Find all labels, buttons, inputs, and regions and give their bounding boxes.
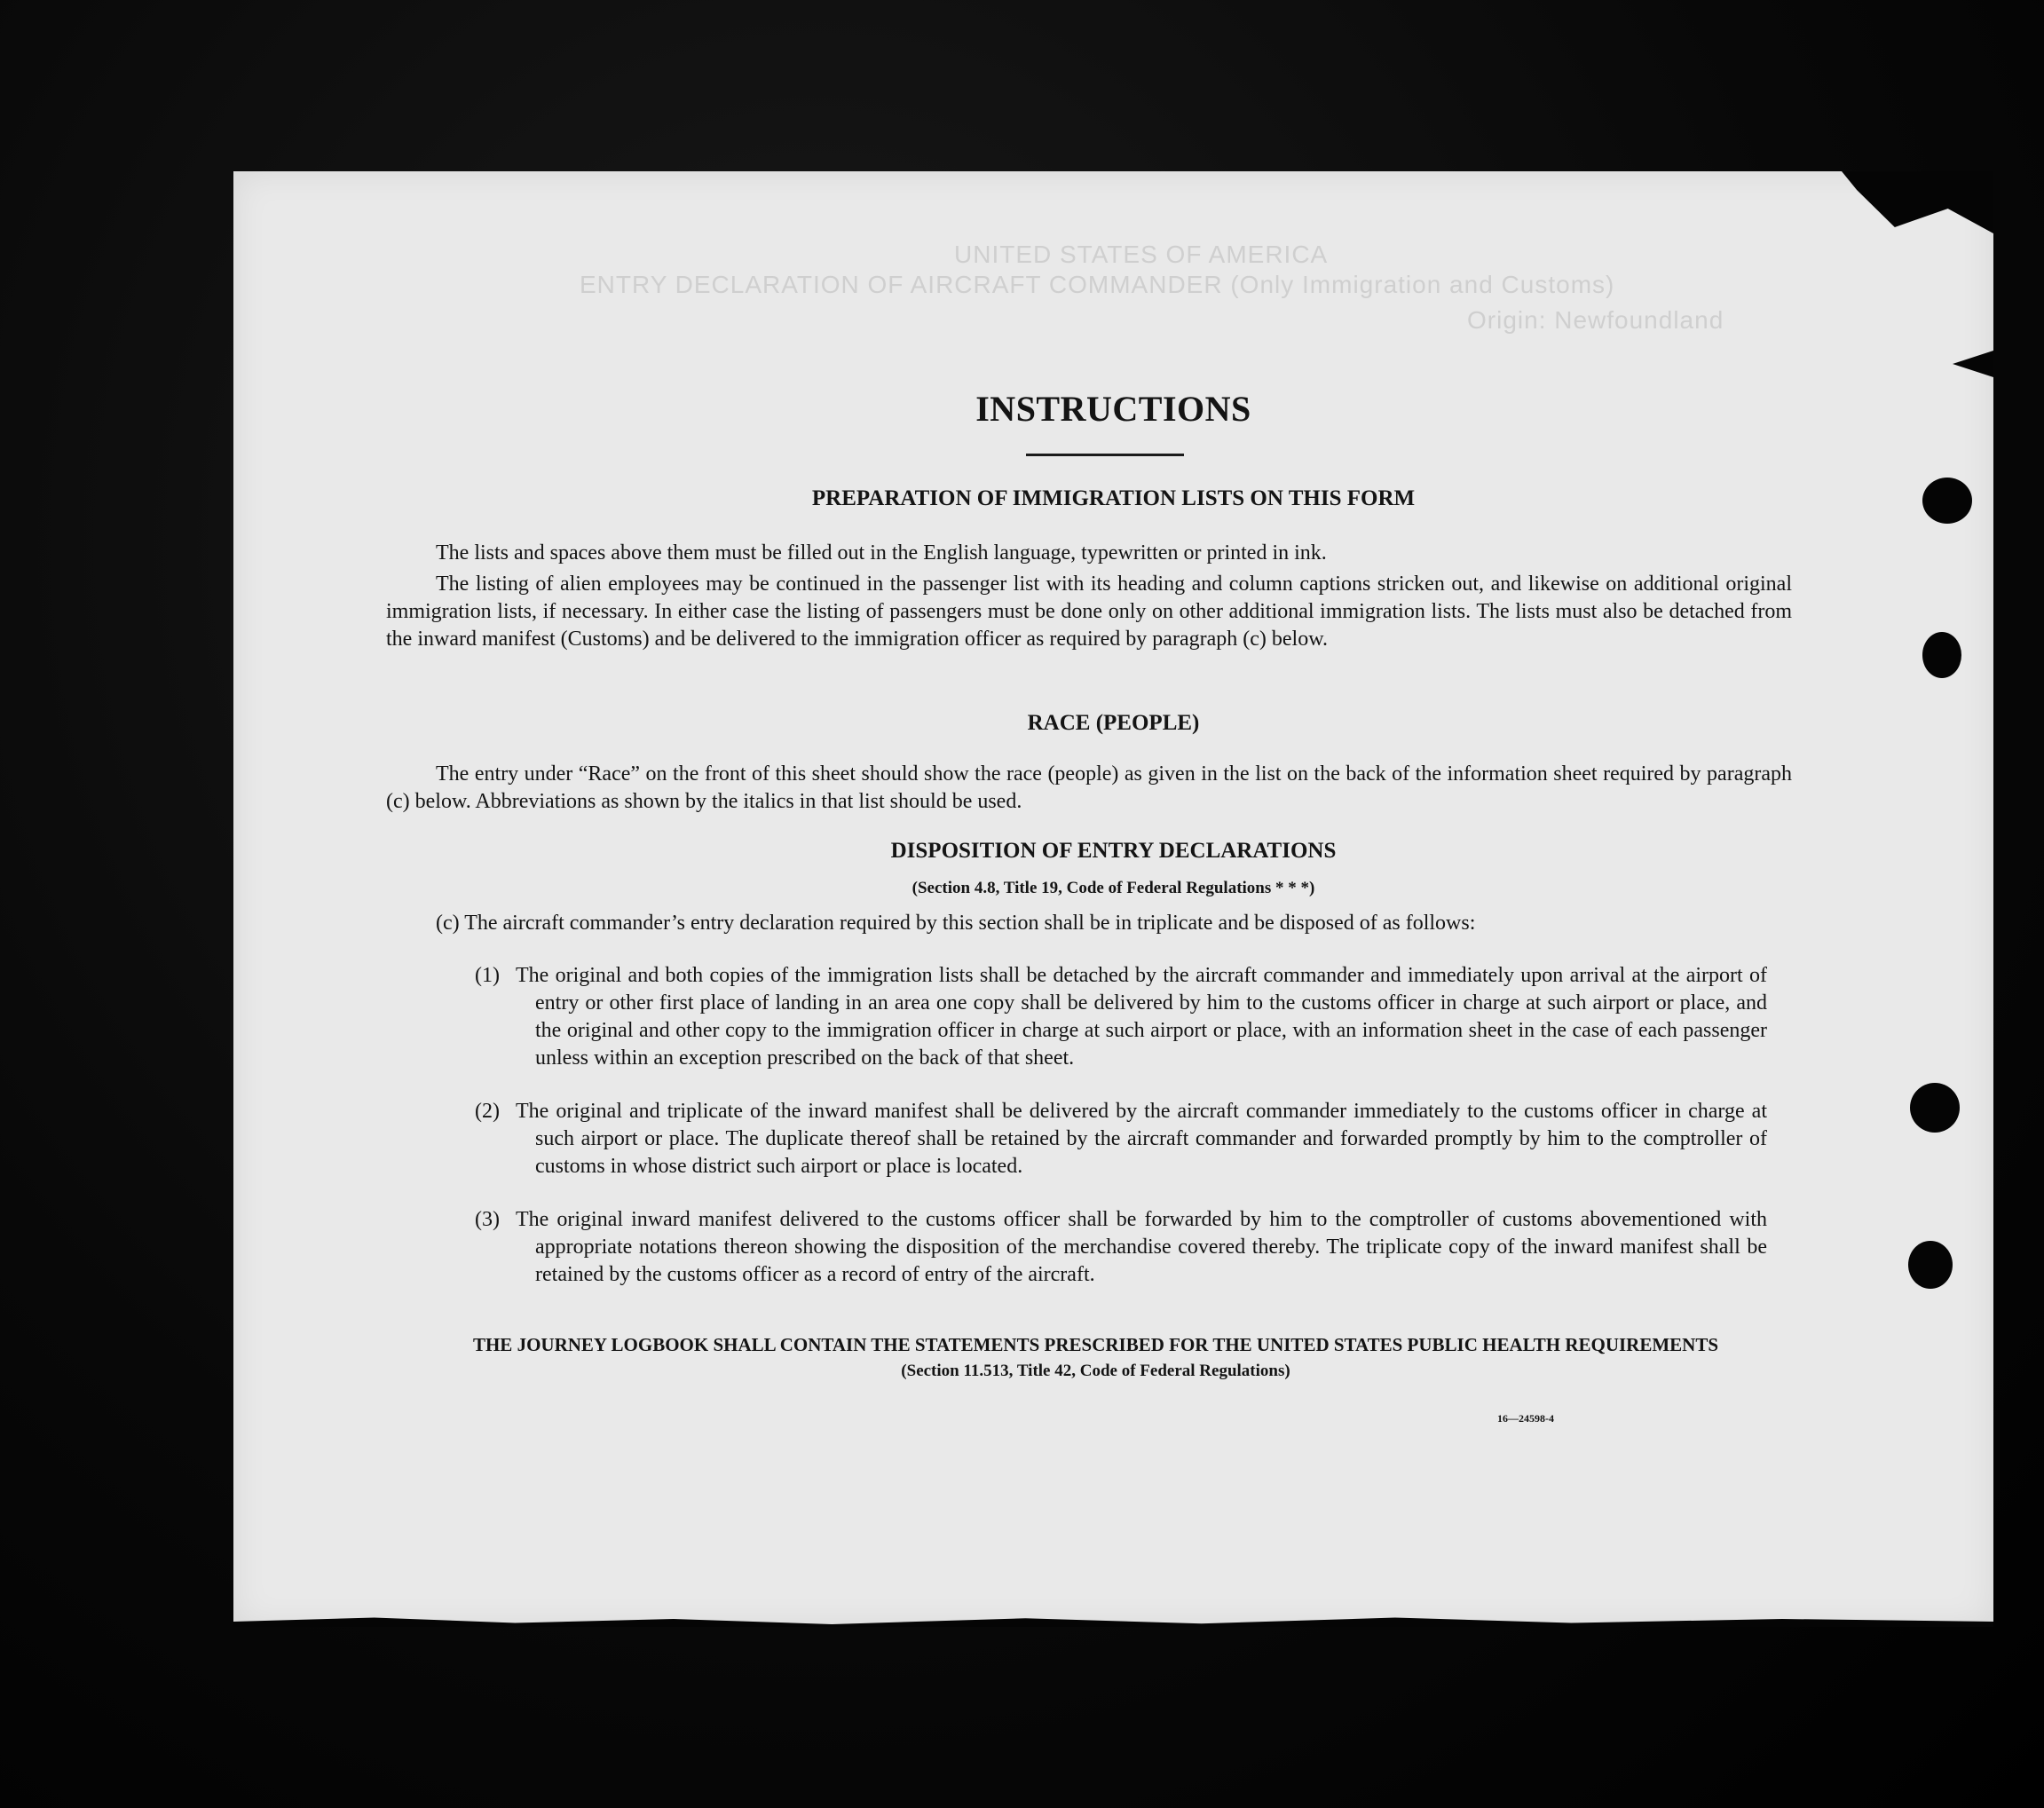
section-heading-disposition: DISPOSITION OF ENTRY DECLARATIONS [890, 839, 1337, 863]
form-code: 16—24598-4 [1497, 1412, 1554, 1425]
paragraph-disposition-intro: (c) The aircraft commander’s entry declaration required by this section shall be in triplicate and be disposed of as follows: [436, 912, 1476, 935]
punch-hole [1922, 478, 1972, 524]
paragraph-preparation-1: The lists and spaces above them must be filled out in the English language, typewritten or printed in ink. [436, 541, 1327, 565]
section-citation: (Section 4.8, Title 19, Code of Federal Regulations * * *) [912, 879, 1315, 897]
list-item-text [516, 962, 1767, 1072]
footer-statement: THE JOURNEY LOGBOOK SHALL CONTAIN THE STATEMENTS PRESCRIBED FOR THE UNITED STATES PUBLIC HEALTH REQUIREMENTS [472, 1334, 1719, 1355]
footer-citation: (Section 11.513, Title 42, Code of Federal Regulations) [901, 1362, 1290, 1380]
section-heading-race: RACE (PEOPLE) [1027, 711, 1200, 735]
punch-hole [1922, 632, 1961, 678]
bleed-through-text: UNITED STATES OF AMERICA [954, 241, 1329, 268]
bleed-through-text: ENTRY DECLARATION OF AIRCRAFT COMMANDER (Only Immigration and Customs) [580, 271, 1615, 298]
bleed-through-text: Origin: Newfoundland [1467, 306, 1724, 334]
list-item-number: (2) [475, 1100, 500, 1123]
list-item-text [516, 1098, 1767, 1180]
paragraph-race: The entry under “Race” on the front of this sheet should show the race (people) as given in the list on the back of the information sheet required by paragraph (c) below. Abbreviations as shown by the italics in that list should be used. [386, 762, 1792, 813]
list-item-body: The original and both copies of the immigration lists shall be detached by the aircraft commander and immediately upon arrival at the airport of entry or other first place of landing in an area one copy shall be delivered by him to the customs officer in charge at such airport or place, and the original and other copy to the immigration officer in charge at such airport or place, with an information sheet in the case of each passenger unless within an exception prescribed on the back of that sheet. [516, 964, 1767, 1070]
list-item-text [516, 1206, 1767, 1289]
section-heading-preparation: PREPARATION OF IMMIGRATION LISTS ON THIS FORM [811, 486, 1416, 510]
punch-hole [1910, 1083, 1960, 1133]
list-item-body: The original and triplicate of the inward manifest shall be delivered by the aircraft commander immediately to the customs officer in charge at such airport or place. The duplicate thereof shall be retained by the aircraft commander and forwarded promptly by him to the comptroller of customs in whose district such airport or place is located. [516, 1100, 1767, 1178]
title-divider [1026, 454, 1184, 456]
page-title: INSTRUCTIONS [975, 389, 1251, 429]
paragraph-preparation-2: The listing of alien employees may be continued in the passenger list with its heading and column captions stricken out, and likewise on additional original immigration lists, if necessary. In either case the listing of passengers must be done only on other additional immigration lists. The lists must also be detached from the inward manifest (Customs) and be delivered to the immigration officer as required by paragraph (c) below. [386, 572, 1792, 651]
list-item-number: (1) [475, 964, 500, 987]
document-page [233, 171, 1993, 1627]
list-item-body: The original inward manifest delivered to the customs officer shall be forwarded by him to the comptroller of customs abovementioned with appropriate notations thereon showing the disposition of the merchandise covered thereby. The triplicate copy of the inward manifest shall be retained by the customs officer as a record of entry of the aircraft. [516, 1208, 1767, 1286]
list-item-number: (3) [475, 1208, 500, 1231]
punch-hole [1908, 1241, 1953, 1289]
